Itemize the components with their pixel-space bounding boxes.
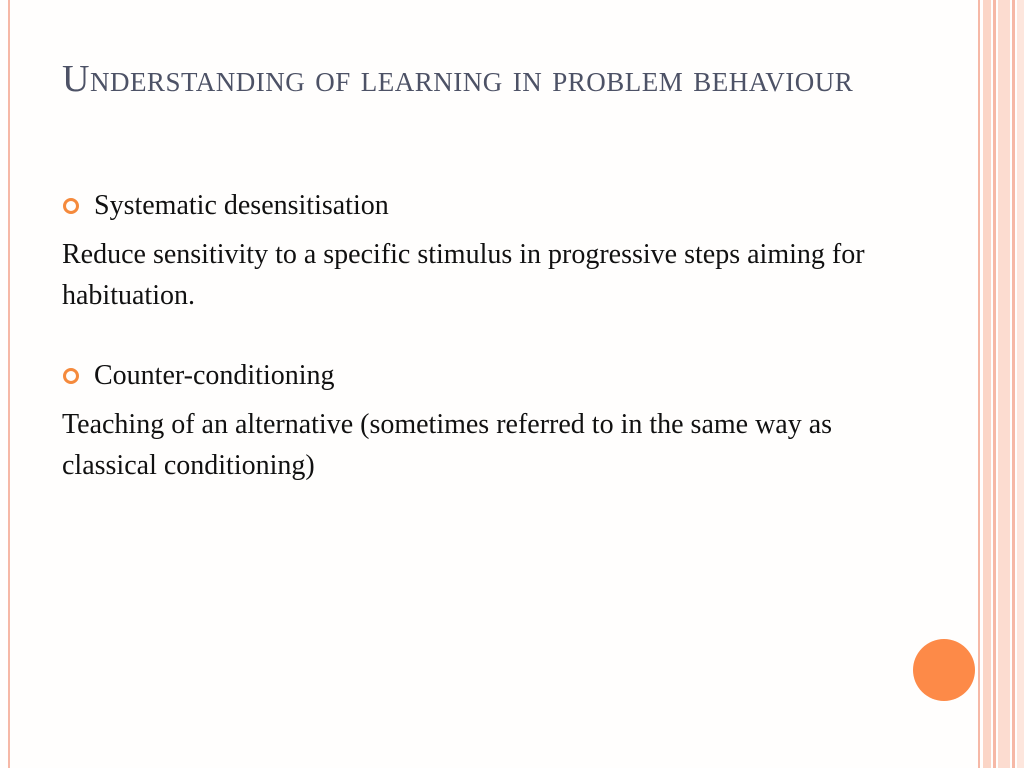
ring-bullet-icon	[63, 198, 79, 214]
right-stripe	[983, 0, 991, 768]
bullet-item	[62, 186, 922, 226]
bullet-body: Teaching of an alternative (sometimes referred to in the same way as classical conditioning)	[62, 409, 833, 481]
left-border-line	[8, 0, 10, 768]
bullet-heading: Systematic desensitisation	[94, 190, 389, 221]
right-stripe	[998, 0, 1010, 768]
right-stripe	[993, 0, 996, 768]
bullet-heading: Counter-conditioning	[94, 360, 335, 391]
bullet-item	[62, 356, 922, 396]
slide-content	[62, 186, 922, 486]
decorative-circle	[913, 639, 975, 701]
right-stripe	[1012, 0, 1015, 768]
right-stripe	[1017, 0, 1024, 768]
ring-bullet-icon	[63, 368, 79, 384]
bullet-body: Reduce sensitivity to a specific stimulus in progressive steps aiming for habituation.	[62, 239, 865, 311]
spacer	[62, 316, 922, 356]
right-stripe	[978, 0, 980, 768]
slide-title: Understanding of learning in problem behaviour	[62, 58, 854, 100]
